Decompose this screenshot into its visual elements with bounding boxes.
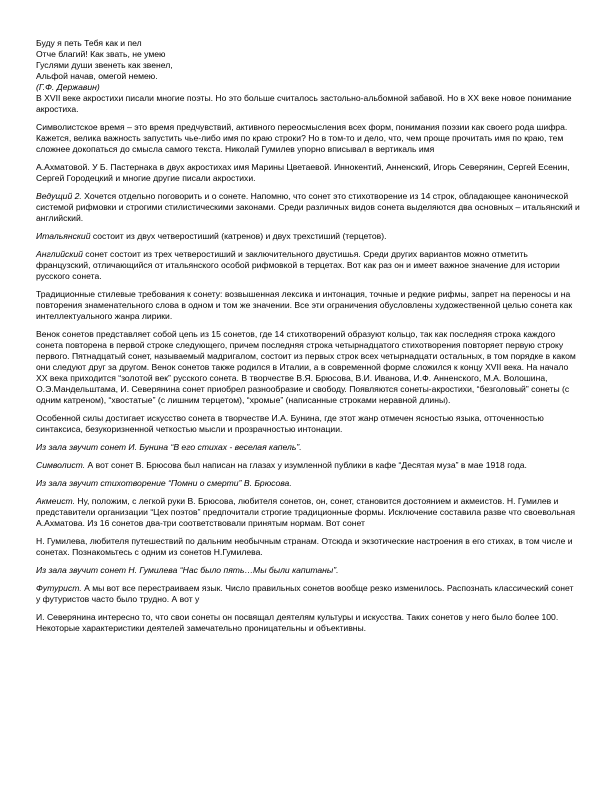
paragraph-sonnet-requirements: Традиционные стилевые требования к сонету: возвышенная лексика и интонация, точные и редкие рифмы, запрет на переносы и на повторения знаменательного слова в одном и том же значении. Все эти ограничения обусловлены художественной целью сонета как интеллектуального жанра лирики. — [36, 289, 573, 321]
paragraph-text: сонет состоит из трех четверостиший и заключительного двустишья. Среди других вариантов можно отметить французский, отличающийся от итальянского особой рифмовкой в терцетах. Вот как раз он и имеет важное значение для истории русского сонета. — [36, 249, 560, 281]
paragraph-english-sonnet — [36, 249, 580, 282]
poem-line: Альфой начав, омегой немею. — [36, 71, 158, 81]
paragraph-bunin: Особенной силы достигает искусство сонета в творчестве И.А. Бунина, где этот жанр отмечен ясностью языка, отточенностью синтаксиса, безукоризненной четкостью мысли и прозрачностью интонации. — [36, 413, 544, 434]
paragraph-text: А вот сонет В. Брюсова был написан на глазах у изумленной публики в кафе “Десятая муза” в мае 1918 года. — [85, 460, 527, 470]
paragraph-text: Ну, положим, с легкой руки В. Брюсова, любителя сонетов, он, сонет, становится достоянием и акмеистов. Н. Гумилев и представители организации “Цех поэтов” предпочитали строгие традиционные формы. Исключение составила разве что своевольная А.Ахматова. Из 16 сонетов два-три соответствовали принятым нормам. Вот сонет — [36, 496, 576, 528]
poem-line: Отче благий! Как звать, не умею — [36, 49, 166, 59]
paragraph-sonnet-wreath: Венок сонетов представляет собой цепь из 15 сонетов, где 14 стихотворений образуют кольцо, так как последняя строка каждого сонета повторена в первой строке следующего, причем последняя строка четырнадцатого стихотворения повторяет первую строку первого. Пятнадцатый сонет, называемый мадригалом, состоит из первых строк всех четырнадцати остальных, в том порядке в каком они следуют друг за другом. Венок сонетов также родился в Италии, а в современной форме сложился к концу XVII века. На начало XX века приходится “золотой век” русского сонета. В творчестве В.Я. Брюсова, В.И. Иванова, И.Ф. Анненского, М.А. Волошина, О.Э.Мандельштама, И. Северянина сонет приобрел разнообразие и свободу. Появляются сонеты-акростихи, “безголовый” сонеты (с одним катреном), “хвостатые” (с лишним терцетом), “хромые” (написанные строками неравной длины). — [36, 329, 576, 405]
paragraph-symbolist-time: Символистское время – это время предчувствий, активного переосмысления всех форм, понимания поэзии как своего рода шифра. Кажется, велика важность запустить чье-либо имя по краю строки? Но в том-то и дело, что, чем проще прочитать имя по краю, тем сложнее докопаться до смысла самого текста. Николай Гумилев упорно вписывал в вертикаль имя — [36, 122, 568, 154]
epigraph-poem — [36, 38, 580, 93]
paragraph-acmeist — [36, 496, 580, 529]
term-label: Английский — [36, 249, 83, 259]
paragraph-acrostic-poets: А.Ахматовой. У Б. Пастернака в двух акростихах имя Марины Цветаевой. Иннокентий, Анненский, Игорь Северянин, Сергей Есенин, Сергей Городецкий и многие другие писали акростихи. — [36, 162, 570, 183]
poem-line: Гуслями души звенеть как звенел, — [36, 60, 173, 70]
paragraph-severyanin: И. Северянина интересно то, что свои сонеты он посвящал деятелям культуры и искусства. Таких сонетов у него было более 100. Некоторые характеристики деятелей замечательно проницательны и объективны. — [36, 612, 559, 633]
paragraph-acrostic-history: В XVII веке акростихи писали многие поэты. Но это больше считалось застольно-альбомной забавой. Но в XX веке новое понимание акростиха. — [36, 93, 572, 114]
paragraph-gumilev: Н. Гумилева, любителя путешествий по дальним необычным странам. Отсюда и экзотические настроения в его стихах, в том числе и сонетах. Познакомьтесь с одним из сонетов Н.Гумилева. — [36, 536, 573, 557]
poem-line: Буду я петь Тебя как и пел — [36, 38, 142, 48]
poem-author: (Г.Ф. Державин) — [36, 82, 100, 92]
stage-direction-bunin: Из зала звучит сонет И. Бунина “В его стихах - веселая капель”. — [36, 442, 302, 452]
paragraph-text: состоит из двух четверостиший (катренов) и двух трехстиший (терцетов). — [90, 231, 387, 241]
speaker-label: Акмеист. — [36, 496, 75, 506]
paragraph-italian-sonnet — [36, 231, 580, 242]
paragraph-futurist — [36, 583, 580, 605]
stage-direction-bryusov: Из зала звучит стихотворение “Помни о смерти” В. Брюсова. — [36, 478, 292, 488]
term-label: Итальянский — [36, 231, 91, 241]
speaker-label: Символист. — [36, 460, 86, 470]
paragraph-sonnet-intro — [36, 191, 580, 224]
speaker-label: Футурист. — [36, 583, 82, 593]
speaker-label: Ведущий 2. — [36, 191, 82, 201]
stage-direction-gumilev: Из зала звучит сонет Н. Гумилева “Нас было пять…Мы были капитаны”. — [36, 565, 339, 575]
paragraph-text: Хочется отдельно поговорить и о сонете. Напомню, что сонет это стихотворение из 14 строк, обладающее канонической системой рифмовки и строгими стилистическими законами. Среди различных видов сонета выделяются два основных – итальянский и английский. — [36, 191, 580, 223]
paragraph-symbolist — [36, 460, 580, 471]
paragraph-text: А мы вот все перестраиваем язык. Число правильных сонетов вообще резко изменилось. Распознать классический сонет у футуристов часто было трудно. А вот у — [36, 583, 574, 604]
